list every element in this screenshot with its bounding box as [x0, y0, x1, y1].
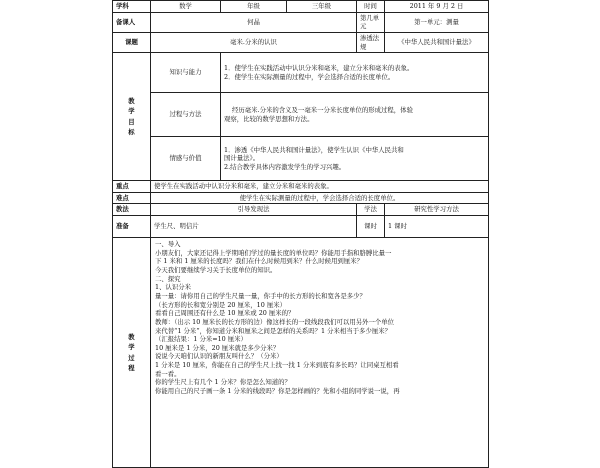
emotion-content: [221, 137, 489, 181]
key-point-value: 使学生在实践活动中认识分米和毫米，建立分米和毫米的表象。: [151, 181, 489, 193]
difficulty-value: 使学生在实际测量的过程中，学会选择合适的长度单位。: [151, 192, 489, 204]
emotion-line: 1．渗透《中华人民共和国计量法》，使学生认识《中华人民共和: [224, 145, 404, 154]
subject-value: 数学: [151, 1, 221, 13]
hours-label: 课时: [357, 216, 385, 238]
process-line: 你能用自己的尺子画一条 1 分米的线段吗？你是怎样画的？先和小组的同学说一说，再: [155, 387, 400, 396]
process-char: 程: [128, 363, 135, 372]
process-line: 一、导入: [155, 240, 181, 249]
prep-row: [113, 216, 489, 238]
process-line: 教师：（出示 10 厘米长的长方形的边）像这样长的一段线段我们可以用另外一个单位: [155, 317, 395, 326]
emotion-line: 2.结合教学具体内容激发学生的学习兴趣。: [224, 163, 346, 172]
process-method-label: 过程与方法: [151, 93, 221, 137]
hours-value: 1 课时: [385, 216, 489, 238]
process-line: （长方形的长和宽分别是 20 厘米，10 厘米）: [155, 300, 286, 309]
process-row: [113, 238, 489, 468]
knowledge-label: 知识与能力: [151, 53, 221, 93]
process-line: 看一看。: [155, 369, 181, 378]
methods-row: [113, 204, 489, 216]
topic-row: [113, 32, 489, 52]
topic-value: 毫米.分米的认识: [151, 32, 357, 52]
objectives-char: 学: [128, 107, 135, 116]
prep-label: 准备: [113, 216, 151, 238]
objectives-label: [113, 53, 151, 181]
lesson-plan-sheet: [112, 0, 488, 400]
difficulty-row: [113, 192, 489, 204]
process-char: 学: [128, 343, 135, 352]
knowledge-line: 2．使学生在实际测量的过程中，学会选择合适的长度单位。: [224, 72, 395, 81]
objective-emotion-row: [113, 137, 489, 181]
teach-method-value: 引导发现法: [151, 204, 357, 216]
difficulty-label: 难点: [113, 192, 151, 204]
teacher-label: 备课人: [113, 12, 151, 32]
grade-value: 三年级: [287, 1, 357, 13]
process-line: 1 分米是 10 厘米，你能在自己的学生尺上找一找 1 分米到底有多长吗？让同桌互相看: [155, 361, 399, 370]
process-char: 教: [128, 333, 135, 342]
process-line: 看看自己周围还有什么是 10 厘米或 20 厘米的？: [155, 309, 295, 318]
teacher-row: [113, 12, 489, 32]
learn-method-label: 学法: [357, 204, 385, 216]
process-line: 来代替“1 分米”，你知道分米和厘米之间是怎样的关系吗？1 分米相当于多少厘米？: [155, 326, 392, 335]
key-point-label: 重点: [113, 181, 151, 193]
process-content: [151, 238, 489, 468]
process-line: 你的学生尺上有几个 1 分米？你是怎么知道的？: [155, 378, 291, 387]
teacher-value: 何晶: [151, 12, 357, 32]
time-value: 2011 年 9 月 2 日: [385, 1, 489, 13]
teach-method-label: 教法: [113, 204, 151, 216]
time-label: 时间: [357, 1, 385, 13]
process-method-content: [221, 93, 489, 137]
process-label: [113, 238, 151, 468]
process-line: 10 厘米是 1 分米，20 厘米就是多少分米？: [155, 343, 280, 352]
objective-knowledge-row: [113, 53, 489, 93]
objectives-char: 教: [128, 97, 135, 106]
unit-value: 第一单元：测量: [385, 12, 489, 32]
knowledge-content: [221, 53, 489, 93]
process-line: 二、探究: [155, 274, 181, 283]
emotion-line: 国计量法》。: [224, 154, 260, 163]
process-line: 说说今天咱们认识的新朋友叫什么？（分米）: [155, 352, 283, 361]
header-row: [113, 1, 489, 13]
law-value: 《中华人民共和国计量法》: [385, 32, 489, 52]
process-line: （汇报结果：1 分米=10 厘米）: [155, 335, 247, 344]
process-char: 过: [128, 353, 135, 362]
process-method-line: 经历毫米.分米的含义及一毫米一分米长度单位的形成过程，体验: [232, 106, 413, 115]
process-line: 量一量：请你用自己的学生尺量一量，你手中的长方形的长和宽各是多少？: [155, 291, 366, 300]
process-line: 下 1 米和 1 厘米的长度吗？我们在什么时候用到米？什么时候用到厘米？: [155, 257, 363, 266]
emotion-label: 情感与价值: [151, 137, 221, 181]
key-point-row: [113, 181, 489, 193]
topic-label: 课题: [113, 32, 151, 52]
learn-method-value: 研究性学习方法: [385, 204, 489, 216]
lesson-plan-table: [112, 0, 489, 468]
process-line: 今天我们要继续学习关于长度单位的知识。: [155, 266, 277, 275]
subject-label: 学科: [113, 1, 151, 13]
process-method-line: 观察，比较的数学思想和方法。: [224, 114, 314, 123]
objective-process-row: [113, 93, 489, 137]
unit-label: 第几单元: [357, 12, 385, 32]
objectives-char: 目: [128, 117, 135, 126]
process-line: 小朋友们，大家还记得上学期咱们学过的量长度的单位吗？你能用手指和胳膊比量一: [155, 248, 392, 257]
knowledge-line: 1．使学生在实践活动中认识分米和毫米，建立分米和毫米的表象。: [224, 64, 414, 73]
prep-value: 学生尺、明信片: [151, 216, 357, 238]
objectives-char: 标: [128, 127, 135, 136]
grade-label: 年级: [221, 1, 287, 13]
law-label: 渗透法规: [357, 32, 385, 52]
process-line: 1、认识分米: [155, 283, 192, 292]
